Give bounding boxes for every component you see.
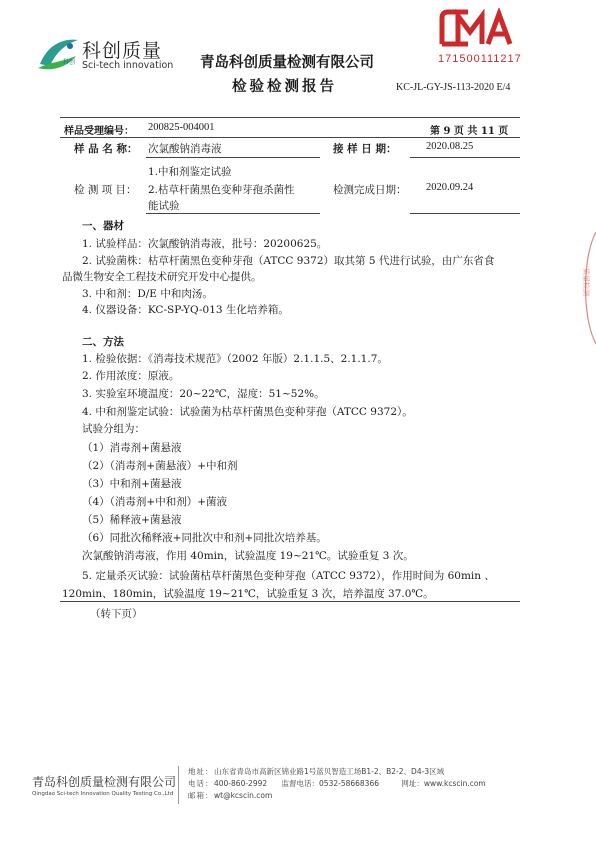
continued-note: （转下页）: [90, 608, 143, 620]
phone-value: 400-860-2992: [214, 779, 268, 788]
receive-date-label: 接 样 日 期：: [333, 143, 397, 155]
phone-label: 电话：: [188, 779, 214, 788]
supervise-value: 0532-58668366: [319, 779, 379, 788]
section-2-title: 二、方法: [82, 336, 124, 348]
cma-mark-icon: [438, 8, 516, 50]
test-item-line-1: 1.中和剂鉴定试验: [148, 166, 232, 178]
receive-date-value: 2020.08.25: [426, 141, 474, 152]
footer-email: [188, 790, 272, 801]
footer-phones: [188, 778, 486, 789]
section-2-line: 次氯酸钠消毒液，作用 40min，试验温度 19~21℃。试验重复 3 次。: [82, 550, 414, 562]
test-item-label: 检 测 项 目：: [74, 184, 137, 196]
footer-company-en: Qingdao Sci-tech Innovation Quality Testing Co.,Ltd: [32, 791, 174, 797]
sample-no-value: 200825-004001: [148, 122, 215, 133]
supervise-label: 监督电话：: [281, 779, 320, 788]
complete-date-value: 2020.09.24: [426, 182, 474, 193]
group-item: （3）中和剂+菌悬液: [82, 478, 182, 490]
section-2-line: 4. 中和剂鉴定试验：试验菌为枯草杆菌黑色变种芽孢（ATCC 9372）。: [82, 406, 413, 418]
section-1-line: 2. 试验菌株：枯草杆菌黑色变种芽孢（ATCC 9372）取其第 5 代进行试验，由广东省食: [82, 255, 495, 267]
sample-no-label: 样品受理编号：: [64, 126, 134, 137]
section-2-line: 120min、180min，试验温度 19~21℃，试验重复 3 次，培养温度 37.0℃。: [62, 588, 434, 600]
group-item: （2）（消毒剂+菌悬液）+中和剂: [82, 460, 238, 472]
brand-name-cn: 科创质量: [82, 40, 163, 62]
section-2-line: 3. 实验室环境温度：20~22℃，湿度：51~52%。: [82, 388, 325, 400]
footer-divider: [178, 766, 179, 804]
rule-complete-under: [410, 213, 520, 214]
logo-text: 科创: [63, 59, 76, 66]
rule-name-under: [146, 157, 320, 158]
sample-name-label: 样 品 名 称：: [74, 143, 138, 155]
section-2-line: 试验分组为：: [82, 423, 145, 435]
section-2-line: 2. 作用浓度：原液。: [82, 370, 180, 382]
report-title: 检验检测报告: [232, 79, 337, 95]
seal-stamp-icon: [576, 228, 596, 348]
email-label: 邮箱：: [188, 791, 214, 800]
seal-text: 质量检测: [582, 268, 590, 296]
section-1-title: 一、器材: [82, 220, 124, 232]
test-item-line-2: 2.枯草杆菌黑色变种芽孢杀菌性: [148, 184, 295, 196]
email-value[interactable]: wt@kcscin.com: [214, 791, 273, 800]
test-item-line-3: 能试验: [148, 200, 180, 212]
address-label: 地址：: [188, 767, 214, 776]
brand-name-en: Sci-tech innovation: [82, 60, 174, 71]
group-item: （1）消毒剂+菌悬液: [82, 442, 182, 454]
rule-2: [60, 137, 520, 138]
company-name: 青岛科创质量检测有限公司: [200, 55, 374, 71]
report-code: KC-JL-GY-JS-113-2020 E/4: [396, 82, 511, 93]
section-1-line: 品微生物安全工程技术研究开发中心提供。: [62, 271, 262, 283]
footer-company-cn: 青岛科创质量检测有限公司: [32, 775, 177, 789]
section-1-line: 3. 中和剂：D/E 中和肉汤。: [82, 288, 213, 300]
cma-mark-text: CMA: [438, 8, 441, 9]
page-info: 第 9 页 共 11 页: [430, 126, 509, 137]
address-value: 山东省青岛市高新区锦业路1号蓝贝智造工场B1-2、B2-2、D4-3区域: [214, 767, 445, 776]
group-item: （5）稀释液+菌悬液: [82, 514, 182, 526]
footer-address: [188, 766, 444, 777]
web-label: 网址：: [401, 779, 424, 788]
section-2-line: 5. 定量杀灭试验：试验菌枯草杆菌黑色变种芽孢（ATCC 9372），作用时间为 60min 、: [82, 570, 495, 582]
section-2-line: 1. 检验依据：《消毒技术规范》（2002 年版）2.1.1.5、2.1.1.7。: [82, 353, 388, 365]
complete-date-label: 检测完成日期：: [333, 184, 407, 196]
company-logo-icon: [36, 34, 82, 74]
group-item: （6）同批次稀释液+同批次中和剂+同批次培养基。: [82, 532, 327, 544]
bottom-rule: [60, 601, 520, 602]
web-value[interactable]: www.kcscin.com: [423, 779, 486, 788]
group-item: （4）（消毒剂+中和剂）+菌液: [82, 496, 228, 508]
cma-number: 171500111217: [438, 53, 522, 65]
section-1-line: 1. 试验样品：次氯酸钠消毒液，批号：20200625。: [82, 238, 328, 250]
rule-item-under: [146, 213, 320, 214]
sample-name-value: 次氯酸钠消毒液: [148, 143, 222, 155]
top-rule: [60, 117, 520, 118]
rule-date-under: [410, 157, 520, 158]
section-1-line: 4. 仪器设备：KC-SP-YQ-013 生化培养箱。: [82, 304, 289, 316]
